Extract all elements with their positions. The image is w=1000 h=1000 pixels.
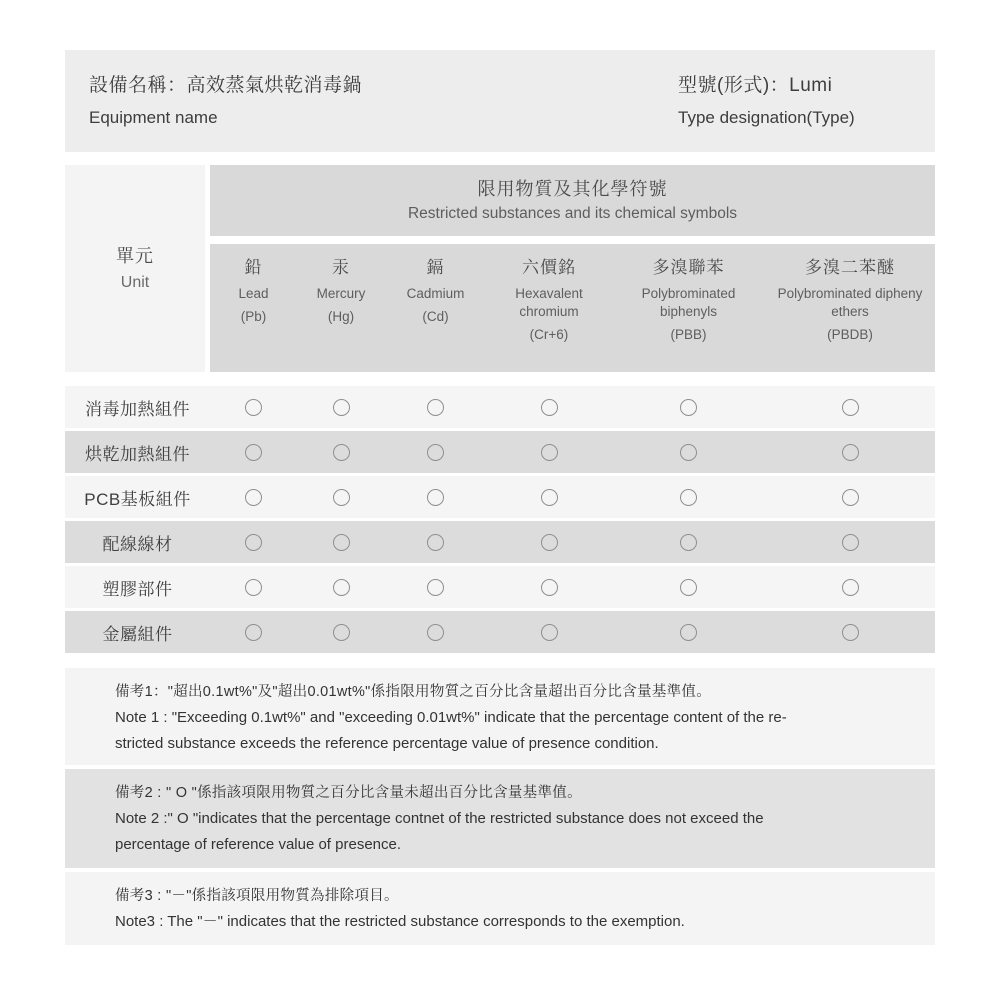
compliance-circle-icon xyxy=(427,624,444,641)
compliance-cell xyxy=(765,579,935,596)
type-designation-block xyxy=(678,70,855,134)
compliance-circle-icon xyxy=(842,444,859,461)
column-symbol: (Cr+6) xyxy=(529,327,569,342)
compliance-circle-icon xyxy=(680,489,697,506)
compliance-cell xyxy=(210,579,297,596)
compliance-cell xyxy=(765,534,935,551)
restricted-substances-banner xyxy=(210,165,935,236)
compliance-circle-icon xyxy=(427,444,444,461)
compliance-circle-icon xyxy=(245,489,262,506)
table-row xyxy=(65,431,935,473)
compliance-cell xyxy=(385,624,486,641)
table-row xyxy=(65,521,935,563)
compliance-cell xyxy=(486,534,612,551)
compliance-cell xyxy=(210,624,297,641)
compliance-circle-icon xyxy=(842,399,859,416)
column-header-pbb xyxy=(612,256,765,372)
note-2-en-line2: percentage of reference value of presence. xyxy=(115,836,402,853)
column-zh: 鎘 xyxy=(426,258,445,277)
compliance-cell xyxy=(210,444,297,461)
column-header-lead xyxy=(210,256,297,372)
column-en: Polybrominated biphenyls xyxy=(641,286,736,319)
table-row xyxy=(65,611,935,653)
equipment-name-zh: 設備名稱：高效蒸氣烘乾消毒鍋 xyxy=(89,75,363,96)
compliance-circle-icon xyxy=(333,534,350,551)
compliance-cell xyxy=(486,489,612,506)
note-2-zh: 備考2 : " O "係指該項限用物質之百分比含量未超出百分比含量基準值。 xyxy=(115,785,582,801)
table-row xyxy=(65,476,935,518)
compliance-cell xyxy=(612,444,765,461)
component-rows xyxy=(65,386,935,656)
note-3-en-line1: Note3 : The "－" indicates that the restricted substance corresponds to the exemption. xyxy=(115,913,685,930)
table-header xyxy=(65,165,935,372)
note-1-zh: 備考1："超出0.1wt%"及"超出0.01wt%"係指限用物質之百分比含量超出百分比含量基準值。 xyxy=(115,684,712,700)
compliance-cell xyxy=(210,534,297,551)
table-row xyxy=(65,386,935,428)
compliance-cell xyxy=(765,624,935,641)
compliance-circle-icon xyxy=(427,399,444,416)
column-zh: 多溴二苯醚 xyxy=(805,258,895,277)
restricted-title-en: Restricted substances and its chemical symbols xyxy=(407,205,738,222)
compliance-circle-icon xyxy=(541,399,558,416)
compliance-circle-icon xyxy=(245,444,262,461)
compliance-circle-icon xyxy=(245,624,262,641)
compliance-cell xyxy=(612,489,765,506)
compliance-cell xyxy=(765,399,935,416)
note-1-en-line1: Note 1 : "Exceeding 0.1wt%" and "exceeding 0.01wt%" indicate that the percentage content of the re- xyxy=(115,709,787,726)
compliance-circle-icon xyxy=(680,579,697,596)
table-row xyxy=(65,566,935,608)
row-label: 金屬組件 xyxy=(102,624,173,644)
compliance-circle-icon xyxy=(333,489,350,506)
compliance-circle-icon xyxy=(842,534,859,551)
column-symbol: (Hg) xyxy=(327,309,355,324)
equipment-name-block xyxy=(89,70,362,152)
equipment-name-en: Equipment name xyxy=(89,108,218,127)
note-2-en-line1: Note 2 :" O "indicates that the percentage contnet of the restricted substance does not exceed the xyxy=(115,810,764,827)
column-symbol: (PBDB) xyxy=(827,327,873,342)
compliance-circle-icon xyxy=(541,624,558,641)
compliance-circle-icon xyxy=(333,579,350,596)
compliance-circle-icon xyxy=(427,579,444,596)
column-en: Cadmium xyxy=(406,286,465,301)
compliance-cell xyxy=(297,399,385,416)
compliance-circle-icon xyxy=(333,399,350,416)
compliance-cell xyxy=(385,579,486,596)
compliance-circle-icon xyxy=(333,444,350,461)
note-1-en-line2: stricted substance exceeds the reference percentage value of presence condition. xyxy=(115,735,659,752)
compliance-cell xyxy=(385,489,486,506)
compliance-circle-icon xyxy=(680,444,697,461)
unit-label-zh: 單元 xyxy=(116,245,154,266)
column-symbol: (Pb) xyxy=(240,309,267,324)
compliance-cell xyxy=(297,579,385,596)
column-en: Hexavalent chromium xyxy=(515,286,583,319)
compliance-cell xyxy=(210,399,297,416)
compliance-cell xyxy=(297,624,385,641)
compliance-cell xyxy=(385,444,486,461)
row-label: PCB基板組件 xyxy=(84,489,191,509)
compliance-cell xyxy=(612,624,765,641)
compliance-circle-icon xyxy=(680,399,697,416)
column-en: Lead xyxy=(238,286,269,301)
compliance-cell xyxy=(612,579,765,596)
row-label: 塑膠部件 xyxy=(102,579,173,599)
restricted-title-zh: 限用物質及其化學符號 xyxy=(477,179,668,199)
column-zh: 多溴聯苯 xyxy=(652,258,725,277)
note-1-box xyxy=(65,668,935,765)
unit-label-en: Unit xyxy=(120,273,150,291)
column-header-mercury xyxy=(297,256,385,372)
note-2-box xyxy=(65,769,935,868)
compliance-circle-icon xyxy=(842,489,859,506)
column-header-pbdb xyxy=(765,256,935,372)
compliance-cell xyxy=(486,399,612,416)
row-label: 烘乾加熱組件 xyxy=(85,444,190,464)
compliance-circle-icon xyxy=(842,624,859,641)
restricted-substances-header xyxy=(210,165,935,372)
compliance-circle-icon xyxy=(245,399,262,416)
compliance-cell xyxy=(486,444,612,461)
note-3-box xyxy=(65,872,935,945)
compliance-cell xyxy=(385,399,486,416)
unit-header-cell xyxy=(65,165,205,372)
compliance-circle-icon xyxy=(680,534,697,551)
compliance-circle-icon xyxy=(842,579,859,596)
compliance-cell xyxy=(210,489,297,506)
compliance-cell xyxy=(486,624,612,641)
column-en: Mercury xyxy=(316,286,366,301)
compliance-circle-icon xyxy=(427,534,444,551)
compliance-circle-icon xyxy=(680,624,697,641)
compliance-circle-icon xyxy=(427,489,444,506)
compliance-cell xyxy=(765,444,935,461)
substance-columns-row xyxy=(210,244,935,372)
note-3-zh: 備考3 : "－"係指該項限用物質為排除項目。 xyxy=(115,888,399,904)
compliance-circle-icon xyxy=(541,579,558,596)
compliance-cell xyxy=(486,579,612,596)
compliance-cell xyxy=(385,534,486,551)
compliance-cell xyxy=(612,534,765,551)
column-en: Polybrominated dipheny ethers xyxy=(777,286,923,319)
row-label: 配線線材 xyxy=(102,534,173,554)
compliance-circle-icon xyxy=(245,534,262,551)
compliance-circle-icon xyxy=(541,534,558,551)
column-zh: 汞 xyxy=(332,258,350,277)
compliance-circle-icon xyxy=(333,624,350,641)
column-header-hexavalent-chromium xyxy=(486,256,612,372)
equipment-header-box xyxy=(65,50,935,152)
column-zh: 鉛 xyxy=(244,258,263,277)
compliance-cell xyxy=(765,489,935,506)
compliance-cell xyxy=(612,399,765,416)
compliance-cell xyxy=(297,489,385,506)
row-label: 消毒加熱組件 xyxy=(85,399,190,419)
column-header-cadmium xyxy=(385,256,486,372)
type-designation-en: Type designation(Type) xyxy=(678,108,855,127)
column-symbol: (PBB) xyxy=(670,327,707,342)
compliance-circle-icon xyxy=(541,489,558,506)
column-zh: 六價銘 xyxy=(522,258,576,277)
compliance-circle-icon xyxy=(541,444,558,461)
compliance-circle-icon xyxy=(245,579,262,596)
column-symbol: (Cd) xyxy=(422,309,449,324)
compliance-cell xyxy=(297,534,385,551)
type-designation-zh: 型號(形式)：Lumi xyxy=(678,75,833,96)
compliance-cell xyxy=(297,444,385,461)
